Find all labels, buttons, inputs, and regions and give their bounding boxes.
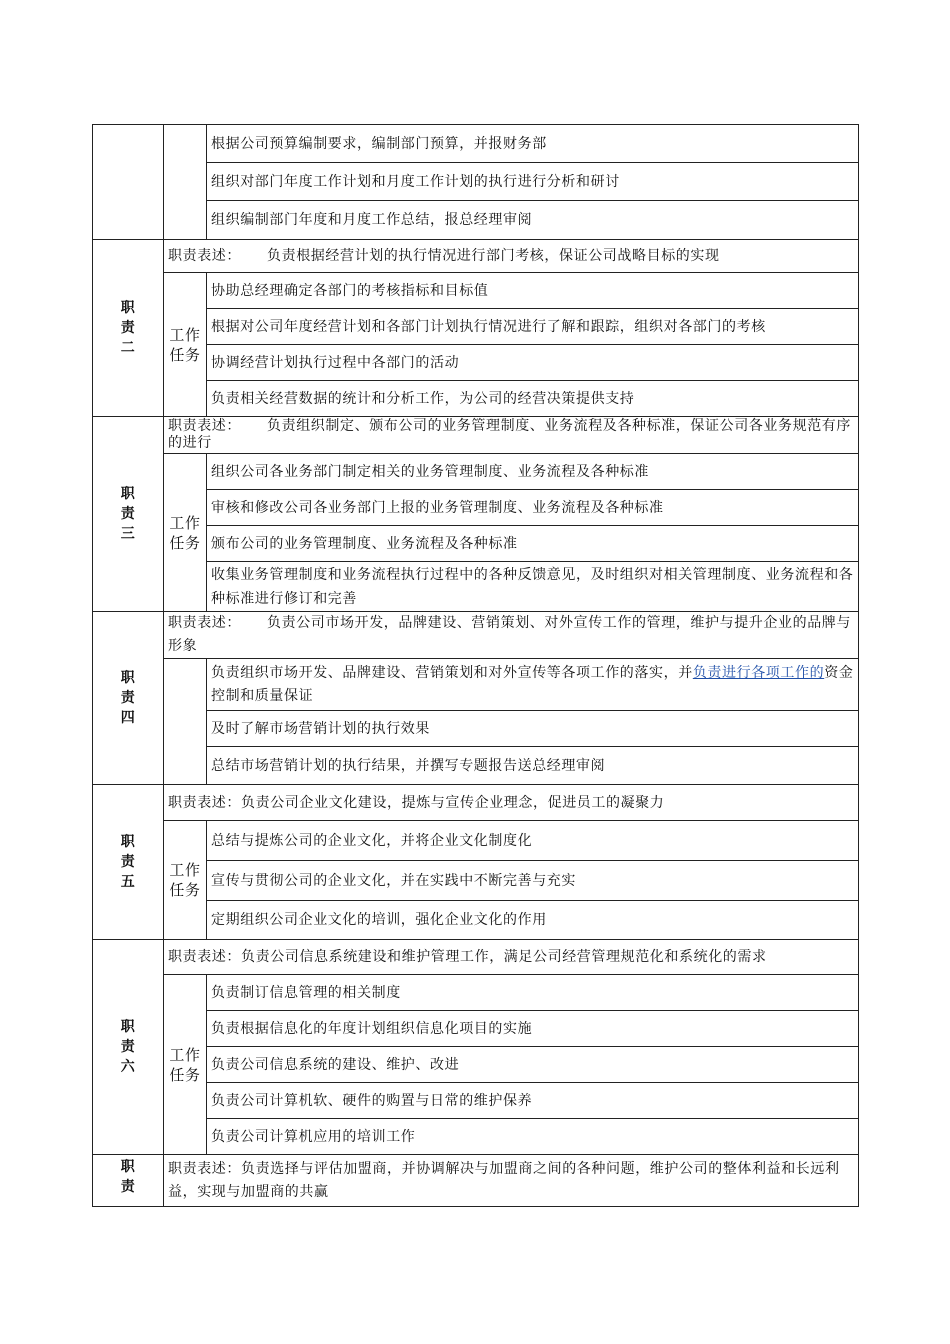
task-link[interactable]: 负责进行各项工作的 bbox=[692, 664, 825, 681]
task-item: 审核和修改公司各业务部门上报的业务管理制度、业务流程及各种标准 bbox=[207, 490, 859, 526]
task-item: 负责制订信息管理的相关制度 bbox=[207, 975, 859, 1011]
task-item: 根据对公司年度经营计划和各部门计划执行情况进行了解和跟踪，组织对各部门的考核 bbox=[207, 309, 859, 345]
task-item: 负责相关经营数据的统计和分析工作，为公司的经营决策提供支持 bbox=[207, 381, 859, 417]
task-label-blank bbox=[164, 125, 207, 240]
task-item: 负责公司计算机软、硬件的购置与日常的维护保养 bbox=[207, 1083, 859, 1119]
task-item: 组织编制部门年度和月度工作总结，报总经理审阅 bbox=[207, 201, 859, 240]
task-item: 及时了解市场营销计划的执行效果 bbox=[207, 711, 859, 747]
resp-label-6: 职责六 bbox=[93, 940, 164, 1155]
duty-description-5: 职责表述：负责公司企业文化建设，提炼与宣传企业理念，促进员工的凝聚力 bbox=[164, 785, 859, 821]
duty-description-6: 职责表述：负责公司信息系统建设和维护管理工作，满足公司经营管理规范化和系统化的需求 bbox=[164, 940, 859, 975]
task-item: 宣传与贯彻公司的企业文化，并在实践中不断完善与充实 bbox=[207, 861, 859, 901]
task-item: 协助总经理确定各部门的考核指标和目标值 bbox=[207, 273, 859, 309]
task-item: 协调经营计划执行过程中各部门的活动 bbox=[207, 345, 859, 381]
duty-description-4: 职责表述： 负责公司市场开发，品牌建设、营销策划、对外宣传工作的管理，维护与提升企业的品牌与形象 bbox=[164, 612, 859, 659]
task-item: 负责组织市场开发、品牌建设、营销策划和对外宣传等各项工作的落实，并负责进行各项工作的资金控制和质量保证 bbox=[207, 659, 859, 711]
task-label-5: 工作任务 bbox=[164, 821, 207, 940]
task-item: 负责根据信息化的年度计划组织信息化项目的实施 bbox=[207, 1011, 859, 1047]
resp-label-3: 职责三 bbox=[93, 417, 164, 612]
task-item: 收集业务管理制度和业务流程执行过程中的各种反馈意见，及时组织对相关管理制度、业务流程和各种标准进行修订和完善 bbox=[207, 562, 859, 612]
task-item: 组织公司各业务部门制定相关的业务管理制度、业务流程及各种标准 bbox=[207, 454, 859, 490]
task-label-4 bbox=[164, 659, 207, 785]
task-item: 组织对部门年度工作计划和月度工作计划的执行进行分析和研讨 bbox=[207, 163, 859, 201]
task-label-3: 工作任务 bbox=[164, 454, 207, 612]
resp-label-2: 职责二 bbox=[93, 240, 164, 417]
duty-description-2: 职责表述： 负责根据经营计划的执行情况进行部门考核，保证公司战略目标的实现 bbox=[164, 240, 859, 273]
resp-label-7: 职责 bbox=[93, 1155, 164, 1207]
task-label-2: 工作任务 bbox=[164, 273, 207, 417]
duty-description-3: 职责表述： 负责组织制定、颁布公司的业务管理制度、业务流程及各种标准，保证公司各业务规范有序的进行 bbox=[164, 417, 859, 454]
resp-label-4: 职责四 bbox=[93, 612, 164, 785]
task-item: 负责公司计算机应用的培训工作 bbox=[207, 1119, 859, 1155]
task-item: 根据公司预算编制要求，编制部门预算，并报财务部 bbox=[207, 125, 859, 163]
duty-description-7: 职责表述：负责选择与评估加盟商，并协调解决与加盟商之间的各种问题，维护公司的整体利益和长远利益，实现与加盟商的共赢 bbox=[164, 1155, 859, 1207]
task-item: 总结与提炼公司的企业文化，并将企业文化制度化 bbox=[207, 821, 859, 861]
job-responsibility-table bbox=[92, 124, 859, 1207]
resp-label-blank bbox=[93, 125, 164, 240]
task-item: 颁布公司的业务管理制度、业务流程及各种标准 bbox=[207, 526, 859, 562]
task-label-6: 工作任务 bbox=[164, 975, 207, 1155]
task-item: 总结市场营销计划的执行结果，并撰写专题报告送总经理审阅 bbox=[207, 747, 859, 785]
task-item: 定期组织公司企业文化的培训，强化企业文化的作用 bbox=[207, 901, 859, 940]
resp-label-5: 职责五 bbox=[93, 785, 164, 940]
task-item: 负责公司信息系统的建设、维护、改进 bbox=[207, 1047, 859, 1083]
